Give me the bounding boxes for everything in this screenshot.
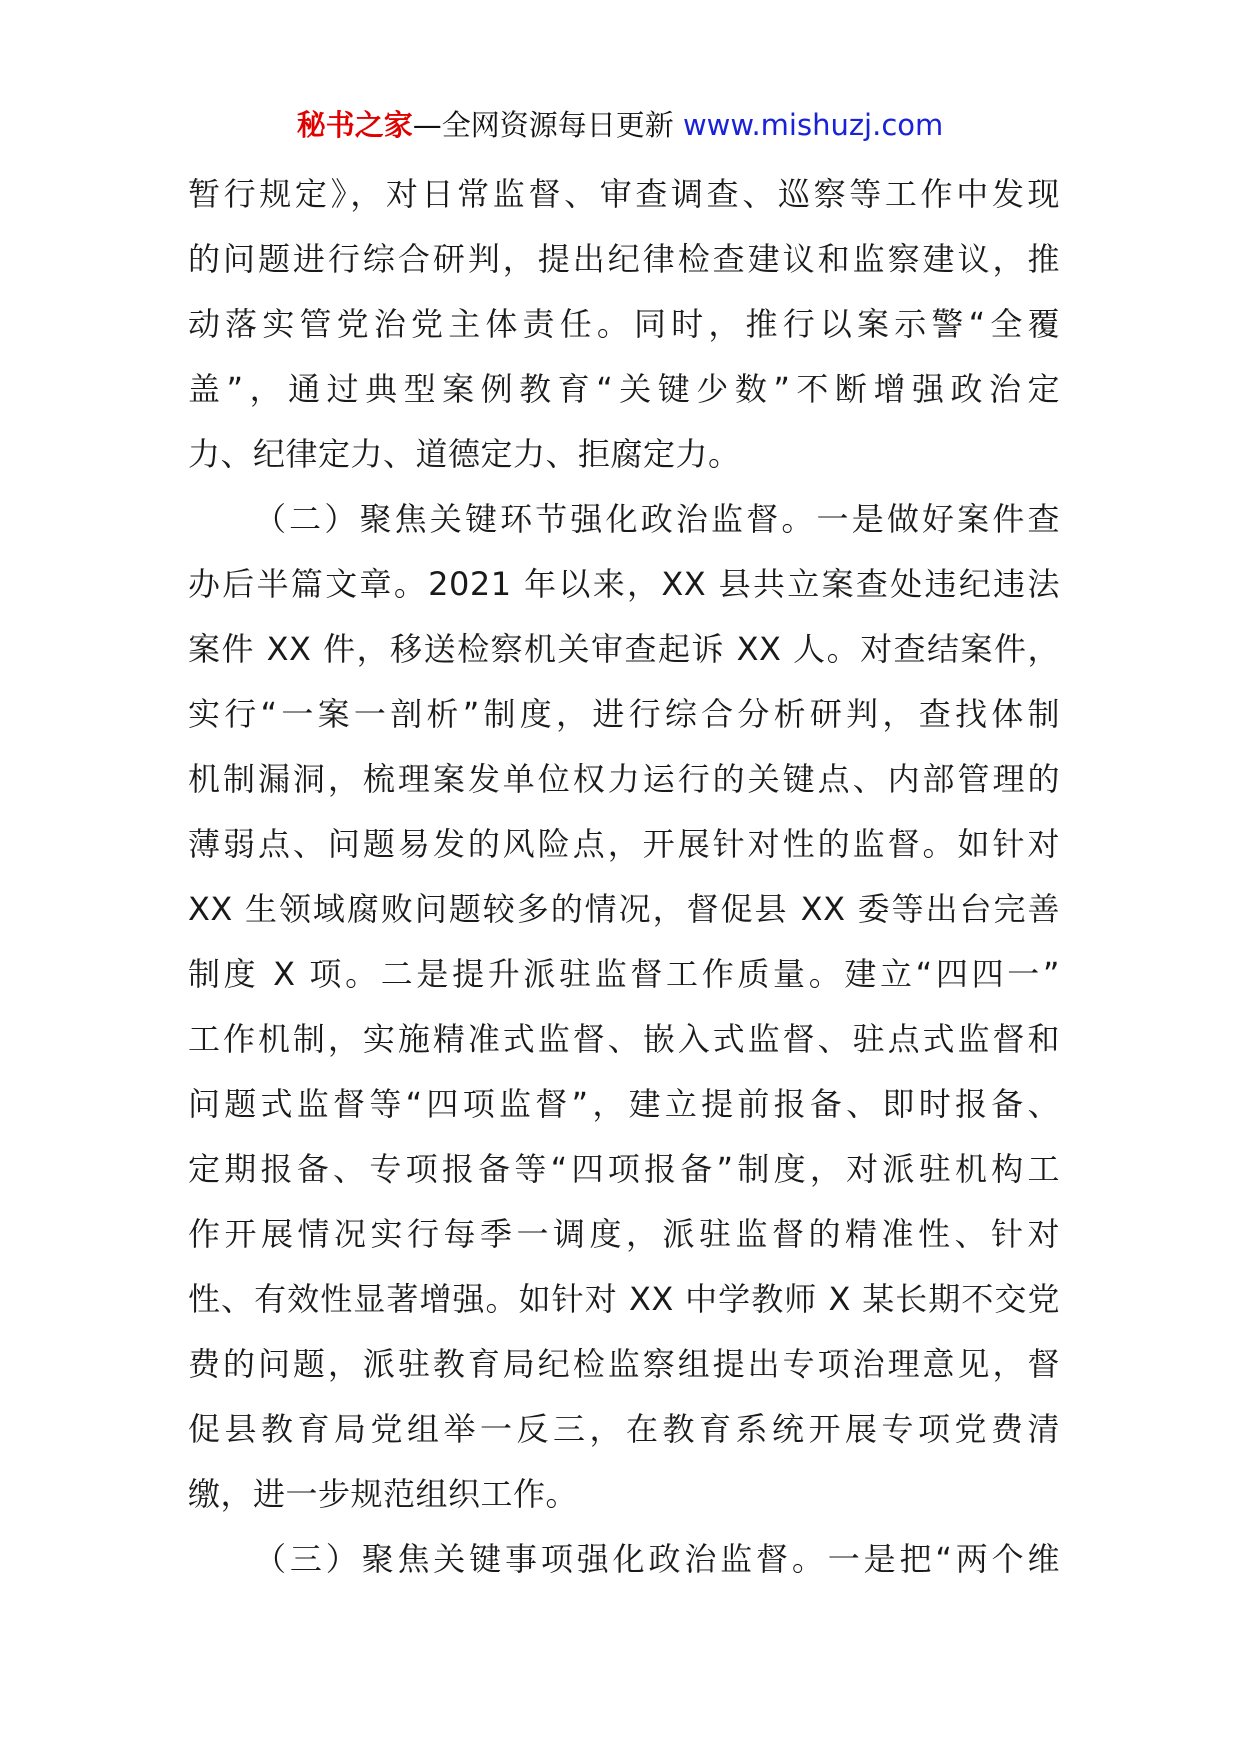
body-line: 实行“一案一剖析”制度，进行综合分析研判，查找体制 <box>188 695 1060 733</box>
body-line: 办后半篇文章。2021 年以来，XX 县共立案查处违纪违法 <box>188 565 1060 603</box>
header-slogan: —全网资源每日更新 <box>412 108 683 142</box>
body-line: 定期报备、专项报备等“四项报备”制度，对派驻机构工 <box>188 1150 1060 1188</box>
body-line: 的问题进行综合研判，提出纪律检查建议和监察建议，推 <box>188 240 1060 278</box>
body-line: 费的问题，派驻教育局纪检监察组提出专项治理意见，督 <box>188 1345 1060 1383</box>
header-brand: 秘书之家 <box>296 108 413 142</box>
body-line: 暂行规定》，对日常监督、审查调查、巡察等工作中发现 <box>188 175 1060 213</box>
body-line: 工作机制，实施精准式监督、嵌入式监督、驻点式监督和 <box>188 1020 1060 1058</box>
body-line: 作开展情况实行每季一调度，派驻监督的精准性、针对 <box>188 1215 1060 1253</box>
body-line: 薄弱点、问题易发的风险点，开展针对性的监督。如针对 <box>188 825 1060 863</box>
paragraph-heading-line: （三）聚焦关键事项强化政治监督。一是把“两个维 <box>254 1540 1060 1578</box>
body-line: 盖”，通过典型案例教育“关键少数”不断增强政治定 <box>188 370 1060 408</box>
body-line: 促县教育局党组举一反三，在教育系统开展专项党费清 <box>188 1410 1060 1448</box>
body-line: 案件 XX 件，移送检察机关审查起诉 XX 人。对查结案件， <box>188 630 1060 668</box>
body-line: 制度 X 项。二是提升派驻监督工作质量。建立“四四一” <box>188 955 1060 993</box>
body-line: 性、有效性显著增强。如针对 XX 中学教师 X 某长期不交党 <box>188 1280 1060 1318</box>
paragraph-heading-line: （二）聚焦关键环节强化政治监督。一是做好案件查 <box>254 500 1060 538</box>
body-line: 机制漏洞，梳理案发单位权力运行的关键点、内部管理的 <box>188 760 1060 798</box>
body-line: XX 生领域腐败问题较多的情况，督促县 XX 委等出台完善 <box>188 890 1060 928</box>
header-url-link[interactable]: www.mishuzj.com <box>682 108 944 142</box>
document-body <box>188 162 1060 1592</box>
page-header <box>0 103 1240 147</box>
body-line: 缴，进一步规范组织工作。 <box>188 1475 579 1513</box>
body-line: 问题式监督等“四项监督”，建立提前报备、即时报备、 <box>188 1085 1060 1123</box>
body-line: 动落实管党治党主体责任。同时，推行以案示警“全覆 <box>188 305 1060 343</box>
body-line: 力、纪律定力、道德定力、拒腐定力。 <box>188 435 741 473</box>
